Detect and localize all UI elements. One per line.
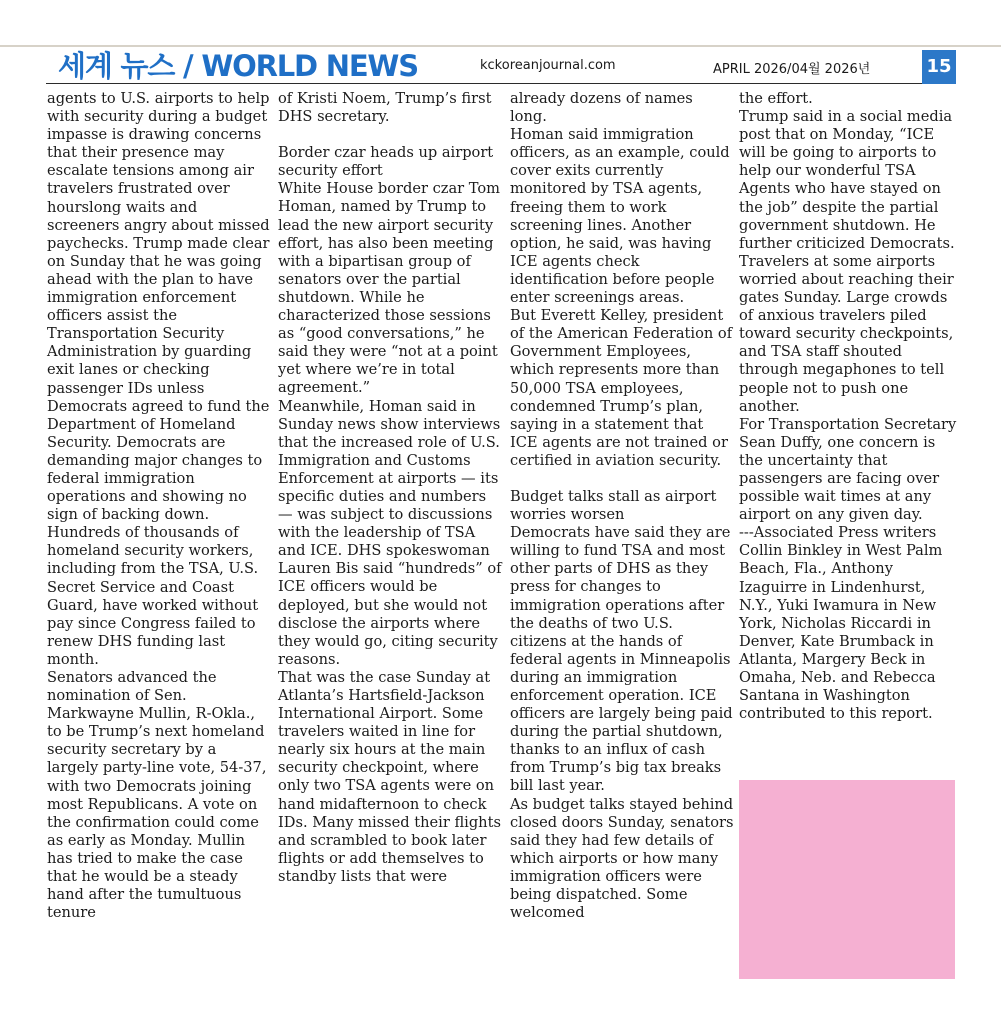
page-number-badge: 15	[922, 50, 956, 84]
paragraph: Travelers at some airports worried about reaching their gates Sunday. Large crowds of anxious travelers piled toward security checkpoints, and TSA staff shouted through megaphones to tell people not to push one another.	[739, 252, 954, 415]
article-column-4	[739, 90, 963, 723]
article-column-2	[278, 90, 502, 886]
site-url[interactable]: kckoreanjournal.com	[480, 58, 616, 73]
article-column-3	[510, 90, 734, 922]
paragraph: But Everett Kelley, president of the American Federation of Government Employees, which represents more than 50,000 TSA employees, condemned Trump’s plan, saying in a statement that ICE agents are not trained or certified in aviation security.	[510, 307, 733, 469]
paragraph: For Transportation Secretary Sean Duffy, one concern is the uncertainty that passengers are facing over possible wait times at any airport on any given day.	[739, 415, 957, 524]
paragraph: White House border czar Tom Homan, named by Trump to lead the new airport security effort, has also been meeting with a bipartisan group of senators over the partial shutdown. While he characterized those sessions as “good conversations,” he said they were “not at a point yet where we’re in total agreement.”	[278, 180, 500, 397]
paragraph: Homan said immigration officers, as an example, could cover exits currently monitored by TSA agents, freeing them to work screening lines. Another option, he said, was having ICE agents check identification before people enter screenings areas.	[510, 126, 730, 307]
credit-line: ---Associated Press writers Collin Binkley in West Palm Beach, Fla., Anthony Izaguirre in Lindenhurst, N.Y., Yuki Iwamura in New York, Nicholas Riccardi in Denver, Kate Brumback in Atlanta, Margery Beck in Omaha, Neb. and Rebecca Santana in Washington contributed to this report.	[739, 524, 943, 723]
paragraph: of Kristi Noem, Trump’s first DHS secretary.	[278, 90, 492, 126]
paragraph: the effort.	[739, 90, 813, 107]
page-header	[0, 47, 1001, 85]
paragraph: Democrats have said they are willing to fund TSA and most other parts of DHS as they press for changes to immigration operations after the deaths of two U.S. citizens at the hands of federal agents in Minneapolis during an immigration enforcement operation. ICE officers are largely being paid during the partial shutdown, thanks to an influx of cash from Trump’s big tax breaks bill last year.	[510, 524, 733, 795]
issue-date: APRIL 2026/04월 2026년	[713, 62, 871, 77]
article-column-1	[47, 90, 271, 922]
paragraph: Meanwhile, Homan said in Sunday news show interviews that the increased role of U.S. Immigration and Customs Enforcement at airports — its specific duties and numbers — was subject to discussions with the leadership of TSA and ICE. DHS spokeswoman Lauren Bis said “hundreds” of ICE officers would be deployed, but she would not disclose the airports where they would go, citing security reasons.	[278, 397, 502, 668]
paragraph: Hundreds of thousands of homeland security workers, including from the TSA, U.S. Secret Service and Coast Guard, have worked without pay since Congress failed to renew DHS funding last month.	[47, 524, 259, 668]
header-rule	[46, 83, 922, 84]
paragraph: That was the case Sunday at Atlanta’s Hartsfield-Jackson International Airport. Some travelers waited in line for nearly six hours at the main security checkpoint, where only two TSA agents were on hand midafternoon to check IDs. Many missed their flights and scrambled to book later flights or add themselves to standby lists that were	[278, 668, 501, 885]
section-title: 세계 뉴스 / WORLD NEWS	[58, 49, 418, 83]
paragraph: As budget talks stayed behind closed doors Sunday, senators said they had few details of which airports or how many immigration officers were being dispatched. Some welcomed	[510, 795, 734, 922]
paragraph: already dozens of names long.	[510, 90, 693, 126]
subheading: Budget talks stall as airport worries worsen	[510, 487, 717, 524]
paragraph: agents to U.S. airports to help with security during a budget impasse is drawing concerns that their presence may escalate tensions among air travelers frustrated over hourslong waits and screeners angry about missed paychecks. Trump made clear on Sunday that he was going ahead with the plan to have immigration enforcement officers assist the Transportation Security Administration by guarding exit lanes or checking passenger IDs unless Democrats agreed to fund the Department of Homeland Security. Democrats are demanding major changes to federal immigration operations and showing no sign of backing down.	[47, 90, 270, 524]
paragraph: Trump said in a social media post that on Monday, “ICE will be going to airports to help our wonderful TSA Agents who have stayed on the job” despite the partial government shutdown. He further criticized Democrats.	[739, 108, 955, 252]
paragraph: Senators advanced the nomination of Sen. Markwayne Mullin, R-Okla., to be Trump’s next homeland security secretary by a largely party-line vote, 54-37, with two Democrats joining most Republicans. A vote on the confirmation could come as early as Monday. Mullin has tried to make the case that he would be a steady hand after the tumultuous tenure	[47, 669, 267, 922]
subheading: Border czar heads up airport security effort	[278, 144, 494, 180]
ad-placeholder	[739, 780, 955, 979]
